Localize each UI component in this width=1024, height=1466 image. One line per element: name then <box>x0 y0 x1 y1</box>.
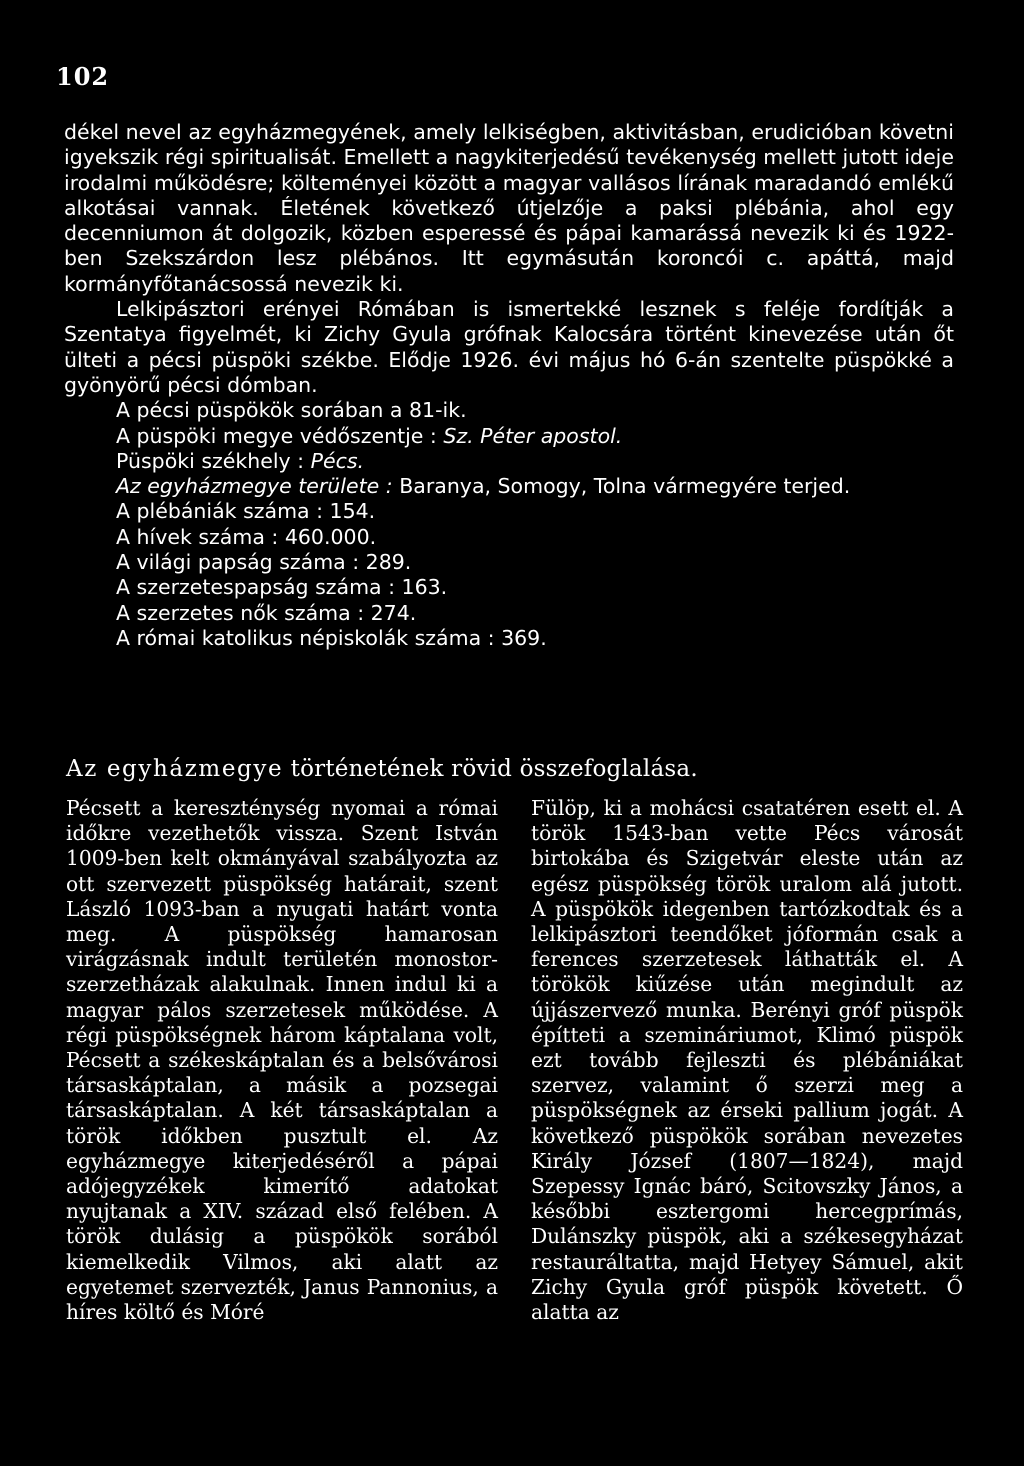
fact-territory-value: Baranya, Somogy, Tolna vármegyére terjed. <box>399 474 851 499</box>
fact-patron-value: Sz. Péter apostol. <box>443 423 623 448</box>
section-heading-emphasis: Az egyházmegye <box>66 756 284 782</box>
fact-seat-label: Püspöki székhely : <box>116 448 311 473</box>
fact-seat <box>64 449 954 474</box>
fact-secular-clergy: A világi papság száma : 289. <box>116 550 412 575</box>
fact-order: A pécsi püspökök sorában a 81-ik. <box>116 398 467 423</box>
history-right-column <box>531 796 963 1325</box>
fact-nuns: A szerzetes nők száma : 274. <box>116 600 417 625</box>
section-heading-rest: történetének rövid összefoglalása. <box>283 756 698 782</box>
fact-schools: A római katolikus népiskolák száma : 369. <box>116 625 547 650</box>
fact-parishes: A plébániák száma : 154. <box>116 499 376 524</box>
fact-patron-label: A püspöki megye védőszentje : <box>116 423 444 448</box>
fact-patron <box>64 424 954 449</box>
intro-paragraph-2: Lelkipásztori erényei Rómában is ismertekké lesznek s feléje fordítják a Szentatya figyelmét, ki Zichy Gyula grófnak Kalocsára történt kinevezése után őt ülteti a pécsi püspöki székbe. Elődje 1926. évi május hó 6-án szentelte püspökké a gyönyörű pécsi dómban. <box>64 297 954 397</box>
history-left-text: Pécsett a kereszténység nyomai a római időkre vezethetők vissza. Szent István 1009-ben kelt okmányával szabályozta az ott szervezett püspökség határait, szent László 1093-ban a nyugati határt vonta meg. A püspökség hamarosan virágzásnak indult területén monostor-szerzetházak alakulnak. Innen indul ki a magyar pálos szerzetesek működése. A régi püspökségnek három káptalana volt, Pécsett a székeskáptalan és a belsővárosi társaskáptalan, a másik a pozsegai társaskáptalan. A két társaskáptalan a török időkben pusztult el. Az egyházmegye kiterjedéséről a pápai adójegyzékek kimerítő adatokat nyujtanak a XIV. század első felében. A török dulásig a püspökök sorából kiemelkedik Vilmos, aki alatt az egyetemet szervezték, Janus Pannonius, a híres költő és Móré <box>66 796 498 1325</box>
fact-religious-clergy: A szerzetespapság száma : 163. <box>116 575 448 600</box>
intro-section <box>64 120 954 651</box>
fact-seat-value: Pécs. <box>310 448 365 473</box>
history-right-text: Fülöp, ki a mohácsi csatatéren esett el. A török 1543-ban vette Pécs városát birtokába és Szigetvár eleste után az egész püspökség török uralom alá jutott. A püspökök idegenben tartózkodtak és a lelkipásztori teendőket jóformán csak a ferences szerzetesek láthatták el. A törökök kiűzése után megindult az újjászervező munka. Berényi gróf püspök építteti a szemináriumot, Klimó püspök ezt tovább fejleszti és plébániákat szervez, valamint ő szerzi meg a püspökségnek az érseki pallium jogát. A következő püspökök sorában nevezetes Király József (1807—1824), majd Szepessy Ignác báró, Scitovszky János, a későbbi esztergomi hercegprímás, Dulánszky püspök, aki a székesegyházat restauráltatta, majd Hetyey Sámuel, akit Zichy Gyula gróf püspök követett. Ő alatta az <box>531 796 963 1325</box>
page-number: 102 <box>56 62 110 91</box>
history-left-column <box>66 796 498 1325</box>
section-heading <box>66 756 956 782</box>
fact-faithful: A hívek száma : 460.000. <box>116 524 377 549</box>
intro-paragraph-1: dékel nevel az egyházmegyének, amely lelkiségben, aktivitásban, erudicióban követni igyekszik régi spiritualisát. Emellett a nagykiterjedésű tevékenység mellett jutott ideje irodalmi működésre; költeményei között a magyar vallásos lírának maradandó emlékű alkotásai vannak. Életének következő útjelzője a paksi plébánia, ahol egy decenniumon át dolgozik, közben esperessé és pápai kamarássá nevezik ki és 1922-ben Szekszárdon lesz plébános. Itt egymásután koroncói c. apáttá, majd kormányfőtanácsossá nevezik ki. <box>64 120 954 296</box>
fact-territory-label: Az egyházmegye területe : <box>116 474 400 499</box>
fact-territory <box>64 474 954 499</box>
